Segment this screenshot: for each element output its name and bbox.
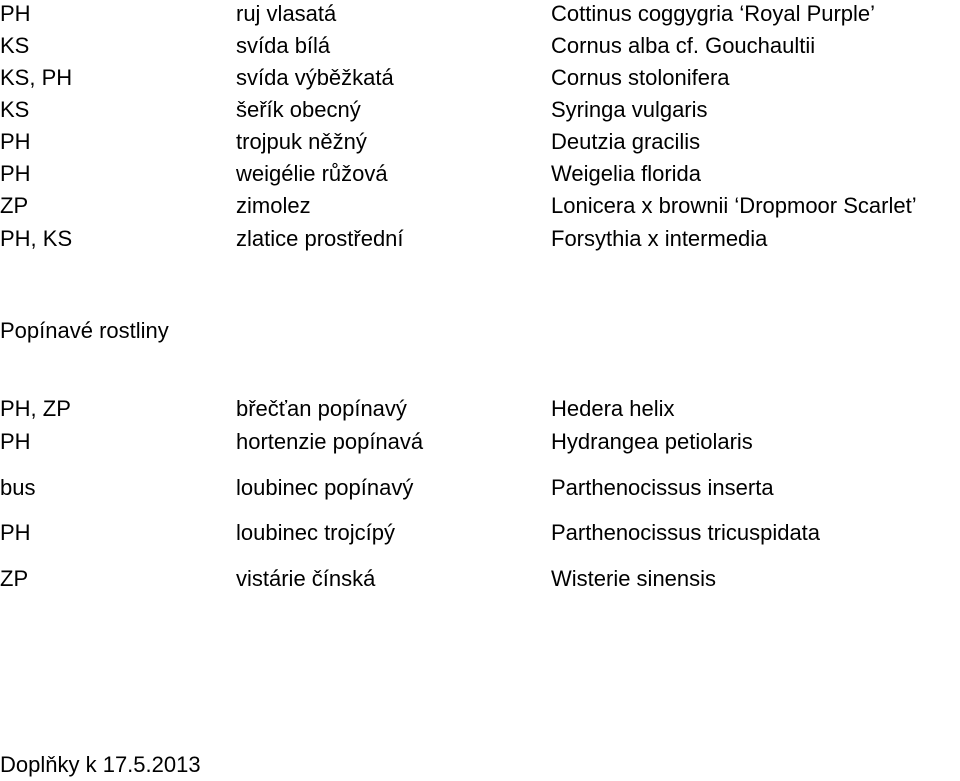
row-czech-name: zimolez (236, 193, 311, 218)
row-code: PH, ZP (0, 396, 71, 421)
table-row (0, 394, 960, 424)
row-czech-name: loubinec trojcípý (236, 520, 395, 545)
row-latin-name: Lonicera x brownii ‘Dropmoor Scarlet’ (551, 193, 917, 218)
table-row (0, 473, 960, 503)
row-code: KS, PH (0, 65, 73, 90)
row-code: PH (0, 1, 31, 26)
table-row (0, 427, 960, 457)
table-row (0, 63, 960, 93)
row-czech-name: loubinec popínavý (236, 475, 414, 500)
row-latin-name: Parthenocissus inserta (551, 475, 774, 500)
row-code: KS (0, 33, 30, 58)
row-czech-name: břečťan popínavý (236, 396, 407, 421)
row-latin-name: Cornus alba cf. Gouchaultii (551, 33, 816, 58)
row-czech-name: svída výběžkatá (236, 65, 394, 90)
row-czech-name: svída bílá (236, 33, 331, 58)
table-row (0, 95, 960, 125)
row-code: PH (0, 161, 31, 186)
table-row (0, 0, 960, 29)
row-code: PH (0, 129, 31, 154)
table-row (0, 564, 960, 594)
row-czech-name: šeřík obecný (236, 97, 361, 122)
table-row (0, 518, 960, 548)
row-latin-name: Hydrangea petiolaris (551, 429, 753, 454)
table-row (0, 191, 960, 221)
row-czech-name: zlatice prostřední (236, 226, 404, 251)
row-code: ZP (0, 193, 29, 218)
row-czech-name: weigélie růžová (236, 161, 388, 186)
row-code: PH (0, 429, 31, 454)
row-code: PH (0, 520, 31, 545)
row-latin-name: Cornus stolonifera (551, 65, 730, 90)
section-heading-climbing-plants: Popínavé rostliny (0, 318, 169, 343)
row-latin-name: Parthenocissus tricuspidata (551, 520, 821, 545)
row-latin-name: Deutzia gracilis (551, 129, 701, 154)
row-latin-name: Wisterie sinensis (551, 566, 717, 591)
row-latin-name: Weigelia florida (551, 161, 702, 186)
row-czech-name: hortenzie popínavá (236, 429, 424, 454)
row-latin-name: Cottinus coggygria ‘Royal Purple’ (551, 1, 876, 26)
row-czech-name: vistárie čínská (236, 566, 376, 591)
table-row (0, 159, 960, 189)
table-row (0, 31, 960, 61)
row-czech-name: ruj vlasatá (236, 1, 337, 26)
row-latin-name: Forsythia x intermedia (551, 226, 768, 251)
footer-note: Doplňky k 17.5.2013 (0, 752, 201, 777)
table-row (0, 127, 960, 157)
row-latin-name: Syringa vulgaris (551, 97, 708, 122)
table-row (0, 224, 960, 254)
row-latin-name: Hedera helix (551, 396, 675, 421)
row-czech-name: trojpuk něžný (236, 129, 367, 154)
row-code: bus (0, 475, 36, 500)
row-code: KS (0, 97, 30, 122)
row-code: PH, KS (0, 226, 73, 251)
row-code: ZP (0, 566, 29, 591)
